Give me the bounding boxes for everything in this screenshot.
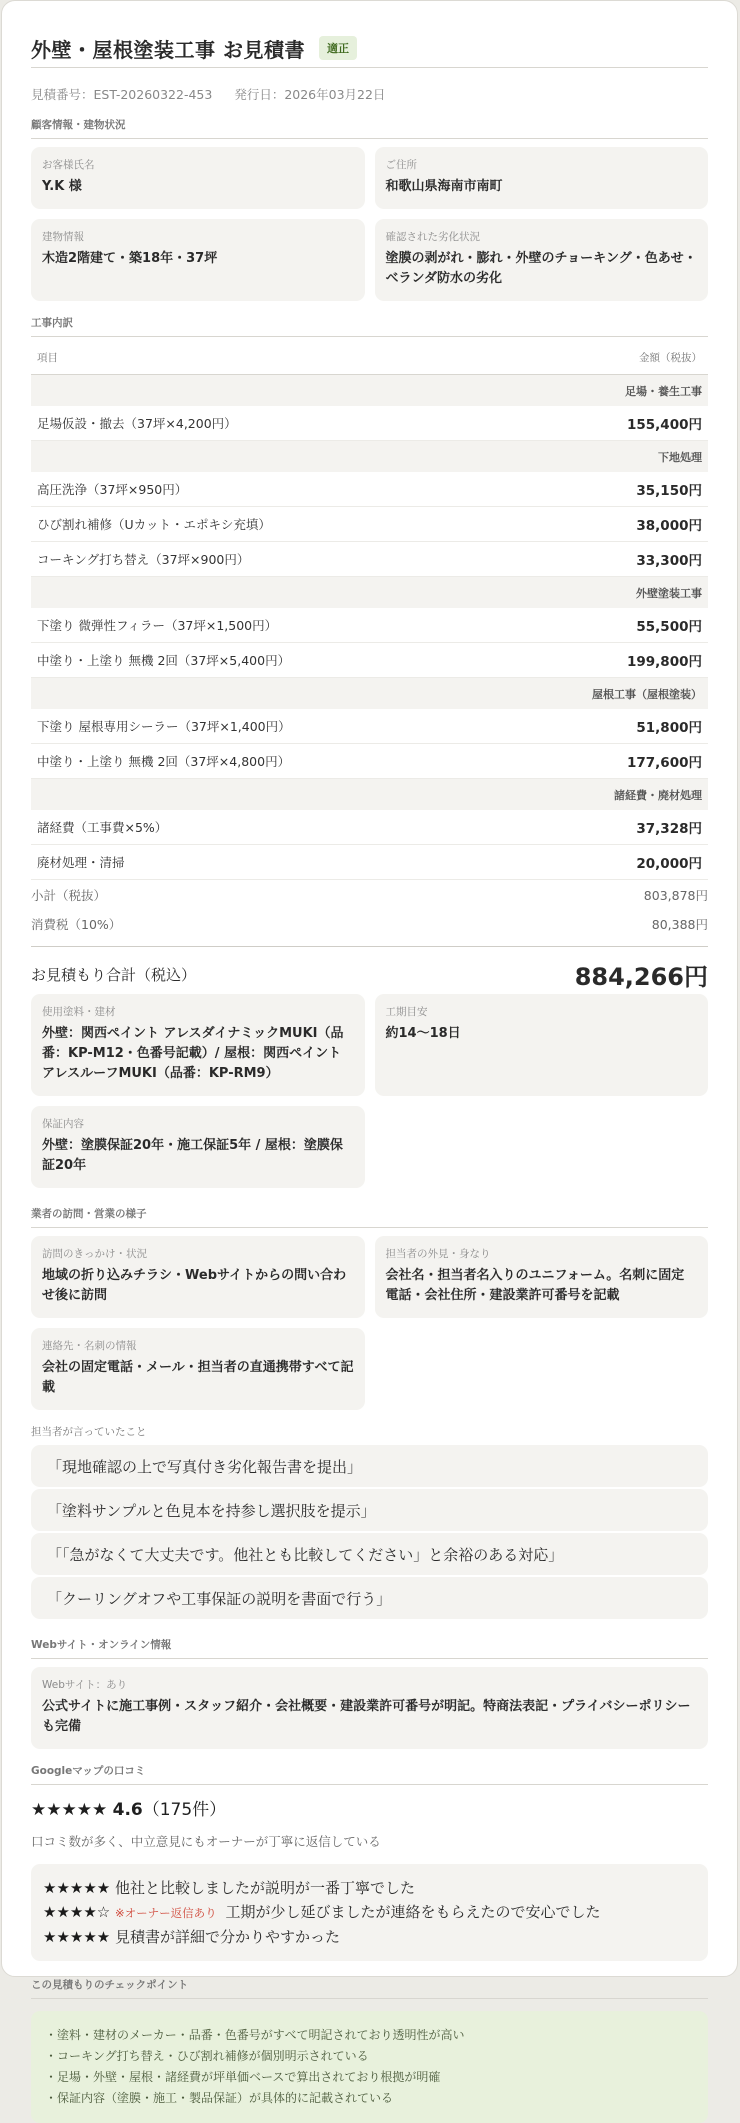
building-label: 建物情報 <box>42 231 84 243</box>
materials-grid <box>31 994 708 1188</box>
col-item-header: 項目 <box>31 339 541 375</box>
warranty-box <box>31 1106 365 1188</box>
total-value: 884,266円 <box>574 963 708 991</box>
section-checkpoints-label: この見積もりのチェックポイント <box>31 1977 708 1999</box>
title-row <box>31 1 708 67</box>
checkpoint-item: ・塗料・建材のメーカー・品番・色番号がすべて明記されており透明性が高い <box>45 2028 465 2042</box>
review-item <box>43 1925 696 1949</box>
tax-value: 80,388円 <box>651 916 708 932</box>
review-item <box>43 1876 696 1900</box>
item-amount: 38,000円 <box>541 507 708 542</box>
category-row <box>31 779 708 811</box>
category-name: 諸経費・廃材処理 <box>31 779 708 811</box>
paint-box <box>31 994 365 1096</box>
item-label: 中塗り・上塗り 無機 2回（37坪×4,800円） <box>31 744 541 779</box>
customer-name: Y.K 様 <box>42 179 82 194</box>
item-amount: 35,150円 <box>541 472 708 507</box>
item-label: 中塗り・上塗り 無機 2回（37坪×5,400円） <box>31 643 541 678</box>
visit-trigger: 地域の折り込みチラシ・Webサイトからの問い合わせ後に訪問 <box>42 1268 347 1303</box>
item-amount: 33,300円 <box>541 542 708 577</box>
quote-item: 「「急がなくて大丈夫です。他社とも比較してください」と余裕のある対応」 <box>31 1533 708 1575</box>
total-row <box>31 946 708 990</box>
review-stars-icon: ★★★★★ <box>43 1879 111 1897</box>
owner-reply-tag: ※オーナー返信あり <box>115 1906 217 1920</box>
table-row <box>31 472 708 507</box>
total-label: お見積もり合計（税込） <box>31 966 197 984</box>
review-stars-icon: ★★★★★ <box>43 1928 111 1946</box>
category-name: 外壁塗装工事 <box>31 577 708 609</box>
table-row <box>31 810 708 845</box>
customer-name-box <box>31 147 365 209</box>
item-label: 廃材処理・清掃 <box>31 845 541 880</box>
estimate-card <box>1 0 738 2105</box>
checkpoint-item: ・足場・外壁・屋根・諸経費が坪単価ベースで算出されており根拠が明確 <box>45 2070 441 2084</box>
rating-score: 4.6 <box>112 1800 143 1820</box>
website-detail: 公式サイトに施工事例・スタッフ紹介・会社概要・建設業許可番号が明記。特商法表記・プライバシーポリシーも完備 <box>42 1699 691 1734</box>
warranty-info: 外壁：塗膜保証20年・施工保証5年 / 屋根：塗膜保証20年 <box>42 1138 343 1173</box>
quote-item: 「現地確認の上で写真付き劣化報告書を提出」 <box>31 1445 708 1487</box>
table-row <box>31 406 708 441</box>
damage-box <box>375 219 709 301</box>
period-label: 工期目安 <box>385 1006 428 1018</box>
table-row <box>31 709 708 744</box>
item-label: コーキング打ち替え（37坪×900円） <box>31 542 541 577</box>
col-amount-header: 金額（税抜） <box>541 339 708 375</box>
rating-summary <box>31 1795 708 1820</box>
item-label: 足場仮設・撤去（37坪×4,200円） <box>31 406 541 441</box>
divider <box>31 67 708 68</box>
customer-grid <box>31 147 708 301</box>
section-visit-label: 業者の訪問・営業の様子 <box>31 1206 708 1228</box>
damage-label: 確認された劣化状況 <box>385 231 480 243</box>
category-row <box>31 678 708 710</box>
item-amount: 199,800円 <box>541 643 708 678</box>
checkpoint-item: ・コーキング打ち替え・ひび割れ補修が個別明示されている <box>45 2049 369 2063</box>
category-name: 足場・養生工事 <box>31 375 708 407</box>
review-text: 見積書が詳細で分かりやすかった <box>115 1928 341 1946</box>
checkpoints-list <box>31 2011 708 2123</box>
contact-info: 会社の固定電話・メール・担当者の直通携帯すべて記載 <box>42 1360 354 1395</box>
visit-trigger-box <box>31 1236 365 1318</box>
address: 和歌山県海南市南町 <box>385 179 503 194</box>
category-row <box>31 577 708 609</box>
category-row <box>31 441 708 473</box>
website-status: Webサイト：あり <box>42 1679 128 1691</box>
section-breakdown-label: 工事内訳 <box>31 315 708 337</box>
visit-trigger-label: 訪問のきっかけ・状況 <box>42 1248 147 1260</box>
table-row <box>31 542 708 577</box>
contact-label: 連絡先・名刺の情報 <box>42 1340 137 1352</box>
status-badge: 適正 <box>319 36 357 60</box>
quote-item: 「塗料サンプルと色見本を持参し選択肢を提示」 <box>31 1489 708 1531</box>
subtotal-value: 803,878円 <box>643 887 708 903</box>
item-label: ひび割れ補修（Uカット・エポキシ充填） <box>31 507 541 542</box>
page-title: 外壁・屋根塗装工事 お見積書 <box>31 37 305 62</box>
period-box <box>375 994 709 1096</box>
quote-item: 「クーリングオフや工事保証の説明を書面で行う」 <box>31 1577 708 1619</box>
section-website-label: Webサイト・オンライン情報 <box>31 1637 708 1659</box>
estimate-number: 見積番号：EST-20260322-453 <box>31 87 213 102</box>
table-row <box>31 608 708 643</box>
subtotal-row <box>31 880 708 909</box>
section-google-label: Googleマップの口コミ <box>31 1763 708 1785</box>
tax-label: 消費税（10%） <box>31 916 122 932</box>
table-row <box>31 643 708 678</box>
appearance-box <box>375 1236 709 1318</box>
subtotal-label: 小計（税抜） <box>31 887 107 903</box>
table-row <box>31 845 708 880</box>
warranty-label: 保証内容 <box>42 1118 84 1130</box>
review-text: 他社と比較しましたが説明が一番丁寧でした <box>115 1879 416 1897</box>
tax-row <box>31 909 708 938</box>
checkpoint-item: ・保証内容（塗膜・施工・製品保証）が具体的に記載されている <box>45 2091 394 2105</box>
reviews-box <box>31 1864 708 1961</box>
estimate-meta <box>31 85 708 103</box>
customer-name-label: お客様氏名 <box>42 159 95 171</box>
quotes-list <box>31 1445 708 1619</box>
rating-count: （175件） <box>142 1800 227 1820</box>
building-box <box>31 219 365 301</box>
item-amount: 55,500円 <box>541 608 708 643</box>
breakdown-table <box>31 339 708 880</box>
paint-label: 使用塗料・建材 <box>42 1006 116 1018</box>
appearance-label: 担当者の外見・身なり <box>385 1248 491 1260</box>
category-name: 屋根工事（屋根塗装） <box>31 678 708 710</box>
review-note: 口コミ数が多く、中立意見にもオーナーが丁寧に返信している <box>31 1834 381 1849</box>
item-label: 諸経費（工事費×5%） <box>31 810 541 845</box>
address-label: ご住所 <box>385 159 417 171</box>
period-info: 約14〜18日 <box>385 1026 461 1041</box>
item-amount: 177,600円 <box>541 744 708 779</box>
section-quotes-label: 担当者が言っていたこと <box>31 1426 147 1438</box>
contact-box <box>31 1328 365 1410</box>
building-info: 木造2階建て・築18年・37坪 <box>42 251 218 266</box>
website-box <box>31 1667 708 1749</box>
item-amount: 51,800円 <box>541 709 708 744</box>
item-label: 高圧洗浄（37坪×950円） <box>31 472 541 507</box>
item-label: 下塗り 微弾性フィラー（37坪×1,500円） <box>31 608 541 643</box>
item-label: 下塗り 屋根専用シーラー（37坪×1,400円） <box>31 709 541 744</box>
rating-stars-icon: ★★★★★ <box>31 1800 108 1820</box>
review-text: 工期が少し延びましたが連絡をもらえたので安心でした <box>225 1903 601 1921</box>
item-amount: 20,000円 <box>541 845 708 880</box>
item-amount: 155,400円 <box>541 406 708 441</box>
review-item <box>43 1900 696 1925</box>
table-row <box>31 507 708 542</box>
address-box <box>375 147 709 209</box>
category-row <box>31 375 708 407</box>
review-stars-icon: ★★★★☆ <box>43 1903 111 1921</box>
visit-grid <box>31 1236 708 1410</box>
appearance-info: 会社名・担当者名入りのユニフォーム。名刺に固定電話・会社住所・建設業許可番号を記載 <box>385 1268 685 1303</box>
damage-info: 塗膜の剥がれ・膨れ・外壁のチョーキング・色あせ・ベランダ防水の劣化 <box>385 251 697 286</box>
section-customer-label: 顧客情報・建物状況 <box>31 117 708 139</box>
table-row <box>31 744 708 779</box>
category-name: 下地処理 <box>31 441 708 473</box>
item-amount: 37,328円 <box>541 810 708 845</box>
paint-info: 外壁：関西ペイント アレスダイナミックMUKI（品番：KP-M12・色番号記載）/ 屋根：関西ペイント アレスルーフMUKI（品番：KP-RM9） <box>42 1026 344 1081</box>
issue-date: 発行日：2026年03月22日 <box>234 87 386 102</box>
